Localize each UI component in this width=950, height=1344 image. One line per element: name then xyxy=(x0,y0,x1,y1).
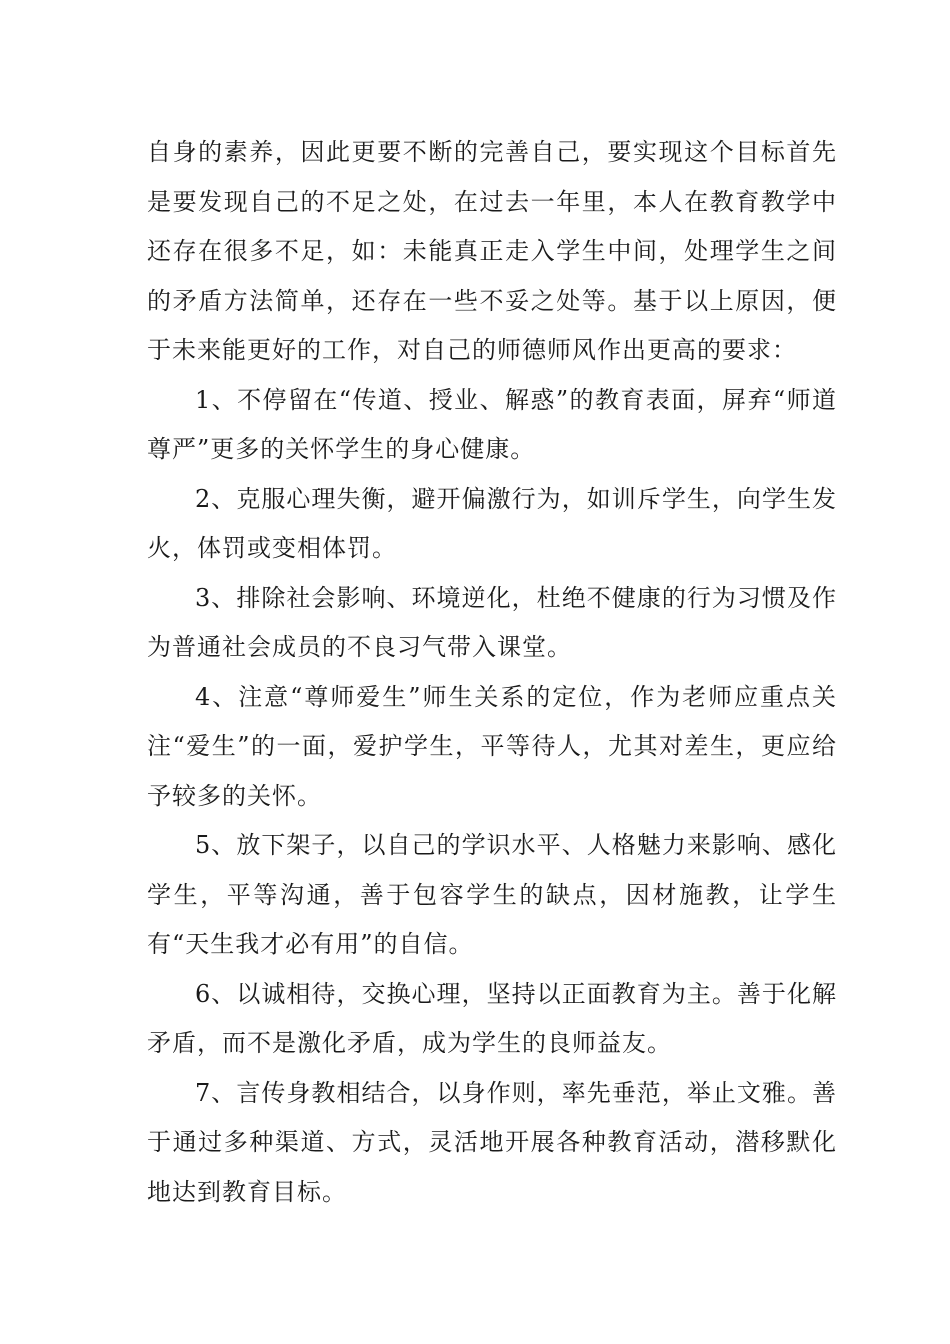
paragraph-intro: 自身的素养，因此更要不断的完善自己，要实现这个目标首先是要发现自己的不足之处，在过去一年里，本人在教育教学中还存在很多不足，如：未能真正走入学生中间，处理学生之间的矛盾方法简单，还存在一些不妥之处等。基于以上原因，便于未来能更好的工作，对自己的师德师风作出更高的要求： xyxy=(147,138,837,364)
body-text xyxy=(147,128,837,1217)
paragraph-item-2: 2、克服心理失衡，避开偏激行为，如训斥学生，向学生发火，体罚或变相体罚。 xyxy=(147,484,837,562)
paragraph-item-6: 6、以诚相待，交换心理，坚持以正面教育为主。善于化解矛盾，而不是激化矛盾，成为学生的良师益友。 xyxy=(147,979,837,1057)
paragraph-item-5: 5、放下架子，以自己的学识水平、人格魅力来影响、感化学生，平等沟通，善于包容学生的缺点，因材施教，让学生有“天生我才必有用”的自信。 xyxy=(147,831,837,958)
paragraph-item-4: 4、注意“尊师爱生”师生关系的定位，作为老师应重点关注“爱生”的一面，爱护学生，平等待人，尤其对差生，更应给予较多的关怀。 xyxy=(147,682,837,810)
paragraph-item-3: 3、排除社会影响、环境逆化，杜绝不健康的行为习惯及作为普通社会成员的不良习气带入课堂。 xyxy=(147,583,837,661)
paragraph-item-1: 1、不停留在“传道、授业、解惑”的教育表面，屏弃“师道尊严”更多的关怀学生的身心健康。 xyxy=(147,385,837,463)
paragraph-item-7: 7、言传身教相结合，以身作则，率先垂范，举止文雅。善于通过多种渠道、方式，灵活地开展各种教育活动，潜移默化地达到教育目标。 xyxy=(147,1078,837,1206)
